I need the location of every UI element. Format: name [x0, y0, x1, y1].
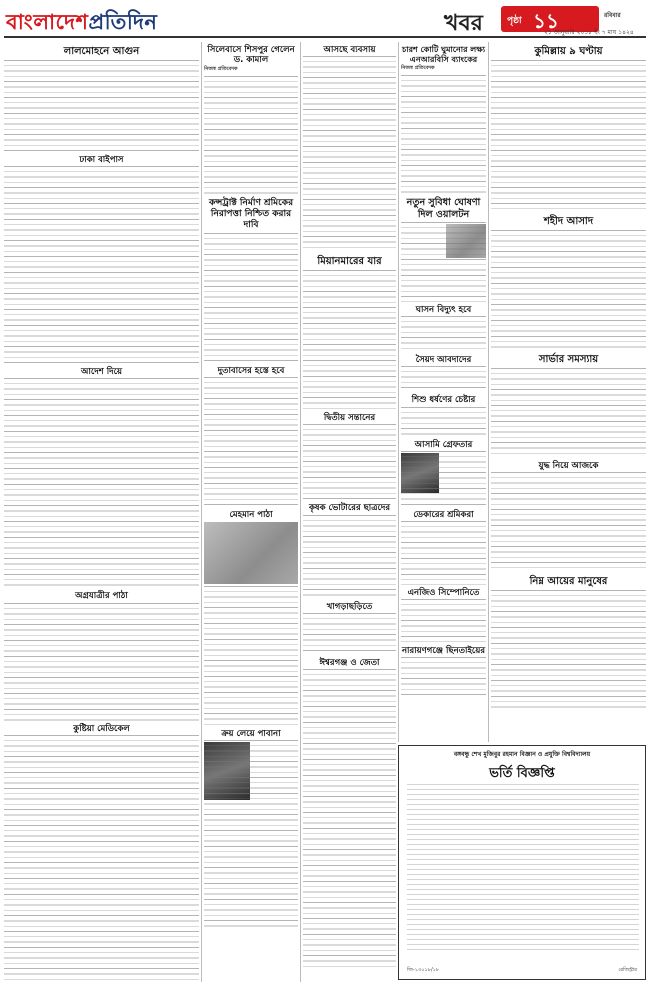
headline-war-today: যুদ্ধ নিয়ে আজকে [538, 461, 599, 471]
headline-server-problem: সার্ভার সমস্যায় [538, 354, 599, 365]
headline-ishwarganj: ঈশ্বরগঞ্জ ও জেতা [319, 657, 380, 668]
headline-nrbc-bank: চারশ কোটি ঘুমানোর লক্ষ্য এনআরবিসি ব্যাংকের [401, 45, 486, 64]
article-text-block [491, 230, 646, 350]
byline: নিজস্ব প্রতিবেদক [204, 66, 238, 73]
article-text-block [204, 76, 298, 194]
article-text-block [204, 377, 298, 507]
article-text-block [303, 515, 396, 599]
headline-child-abuse: শিশু ধর্ষণের চেষ্টার [411, 395, 476, 406]
masthead [4, 4, 646, 38]
column-divider [488, 42, 489, 742]
article-text-block [401, 599, 486, 643]
column-divider [201, 42, 202, 982]
headline-comilla: কুমিল্লায় ৯ ঘণ্টায় [534, 46, 603, 57]
headline-farmer-voters: কৃষক ভোটারের ছাত্রদের [308, 503, 391, 514]
article-photo [204, 522, 298, 584]
headline-khagrachari: খাগড়াছড়িতে [326, 601, 373, 612]
newspaper-logo [6, 6, 157, 41]
headline-dekar: ডেকারের শ্রমিকরা [413, 509, 474, 520]
headline-shahid-asad: শহীদ আসাদ [543, 216, 594, 227]
headline-accused-arrested: আসামি গ্রেফতার [414, 439, 473, 450]
left-wide-column [4, 42, 199, 982]
article-text-block [303, 56, 396, 252]
article-text-block [204, 233, 298, 363]
article-text-block [401, 316, 486, 352]
article-text-block [303, 270, 396, 410]
article-text-block [4, 378, 199, 588]
ad-title: ভর্তি বিজ্ঞপ্তি [489, 766, 555, 781]
brand-part2: প্রতিদিন [88, 9, 158, 34]
weekday: রবিবার [604, 12, 621, 19]
article-text-block [491, 60, 646, 212]
ad-signature: রেজিস্ট্রার [618, 967, 637, 973]
headline-kushtia-medical: কুষ্টিয়া মেডিকেল [73, 723, 130, 734]
article-text-block [401, 366, 486, 392]
headline-narayanganj: নারায়ণগঞ্জে ছিনতাইয়ের [401, 646, 486, 657]
section-title: খবর [444, 11, 483, 36]
headline-second-child: দ্বিতীয় সন্তানের [323, 413, 376, 424]
article-text-block [491, 472, 646, 572]
headline-walton: নতুন সুবিধা ঘোষণা দিল ওয়ালটন [406, 197, 481, 220]
page-number: ১১ [533, 9, 559, 33]
headline-construction-workers: কন্সট্রাক্ট নির্মাণ শ্রমিকের নিরাপত্তা নিশ্চিত করার দাবি [208, 198, 294, 230]
article-text-block [401, 657, 486, 697]
article-text-block [491, 590, 646, 710]
ad-text-block [407, 784, 639, 954]
article-text-block [4, 735, 199, 982]
brand-part1: বাংলাদেশ [6, 9, 89, 34]
headline-ngo-symphony: এনজিও সিম্পোনিতে [407, 587, 480, 598]
headline-embassy: দুতাবাসের হস্তে হবে [217, 365, 285, 376]
byline: নিজস্ব প্রতিবেদক [401, 65, 435, 72]
article-text-block [401, 75, 486, 193]
article-text-block [4, 60, 199, 152]
article-text-block [401, 451, 486, 507]
article-text-block [204, 740, 298, 930]
article-text-block [401, 222, 486, 302]
headline-kroy-pabana: ক্রয় লেয়ে পাবানা [221, 729, 281, 740]
article-text-block [4, 603, 199, 721]
column-4 [401, 42, 486, 742]
column-3 [303, 42, 396, 982]
ad-organization: বঙ্গবন্ধু শেখ মুজিবুর রহমান বিজ্ঞান ও প্রযুক্তি বিশ্ববিদ্যালয় [453, 751, 591, 758]
article-text-block [401, 521, 486, 585]
article-text-block [303, 669, 396, 969]
headline-ghason: ঘাসন বিদ্যুৎ হবে [415, 304, 472, 315]
headline-syed-abdad: সৈয়দ আবদাদের [415, 355, 472, 366]
column-divider [300, 42, 301, 982]
headline-adesh: আদেশ দিয়ে [80, 367, 123, 378]
headline-ogrojatri: অগ্রযাত্রীর পাঠা [75, 591, 128, 602]
column-5 [491, 42, 646, 742]
ad-code: জি-১৩০১৮/১৮ [407, 967, 440, 973]
headline-dhaka-bypass: ঢাকা বাইপাস [79, 155, 124, 165]
article-text-block [491, 368, 646, 458]
page-label: পৃষ্ঠা [507, 16, 522, 26]
headline-sylhet-kamal: সিলেবাসে শিসপুর গেলেন ড. কামাল [207, 45, 295, 66]
headline-business: আসছে ব্যবসায় [323, 45, 376, 55]
headline-low-income: নিম্ন আয়ের মানুষের [529, 576, 608, 588]
article-text-block [204, 586, 298, 726]
article-text-block [303, 613, 396, 655]
headline-lalmohon: লালমোহনে আগুন [63, 46, 140, 57]
headline-mehman: মেহমান পাঠা [229, 509, 273, 520]
article-text-block [401, 407, 486, 437]
article-text-block [303, 424, 396, 500]
column-divider [398, 42, 399, 742]
date: ২১ জানুয়ারি ২০১৮ ইং ৭ মাঘ ১৪২৪ [544, 29, 634, 36]
column-2 [204, 42, 298, 982]
headline-myanmar: মিয়ানমারের যার [317, 256, 382, 268]
article-text-block [4, 166, 199, 364]
admission-advertisement [398, 745, 646, 980]
